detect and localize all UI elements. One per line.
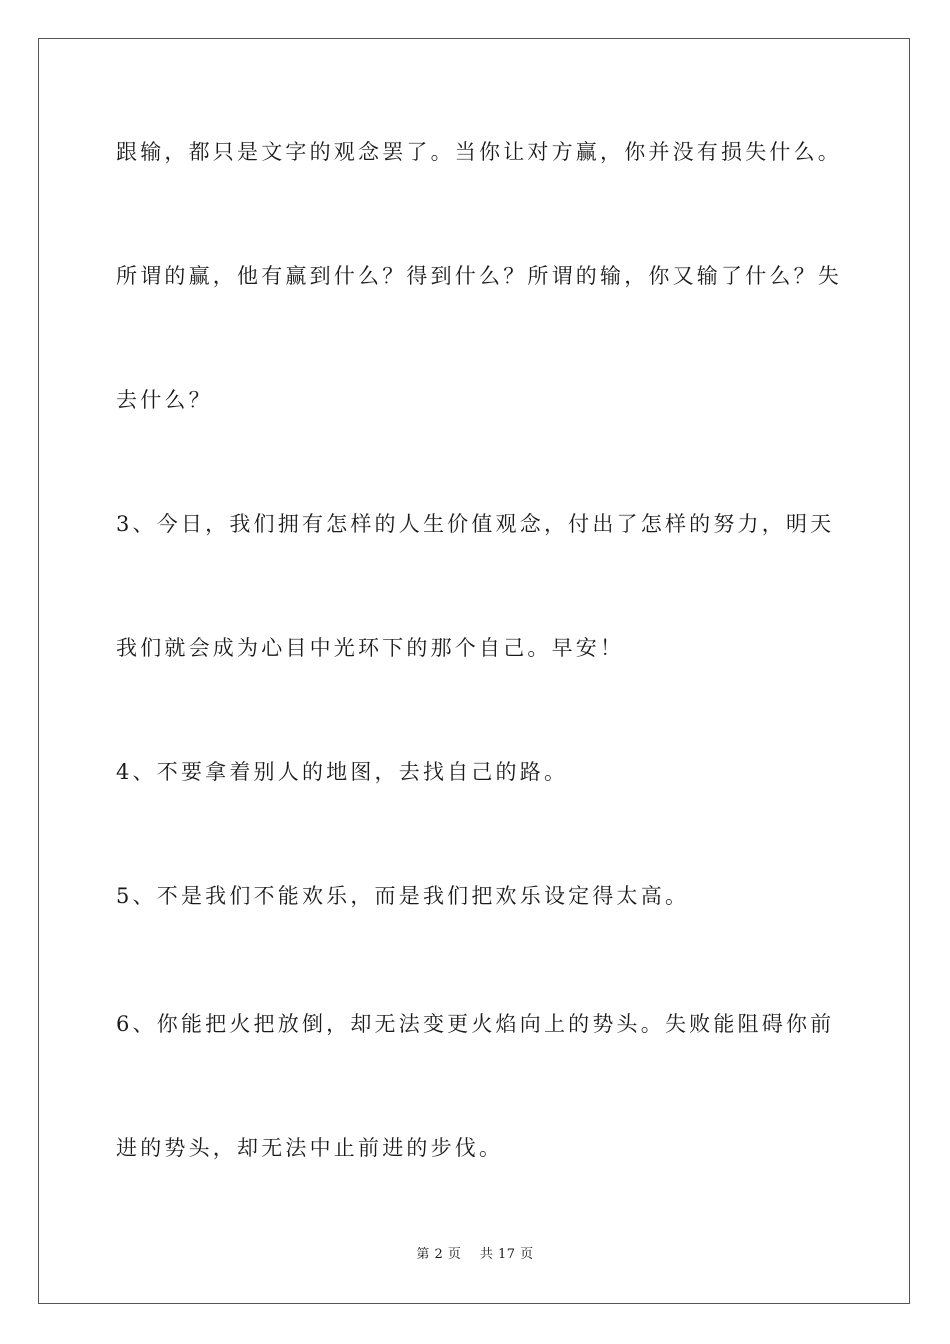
text-line: 进的势头，却无法中止前进的步伐。 [116,1136,504,1160]
text-line: 我们就会成为心目中光环下的那个自己。早安！ [116,636,625,660]
text-line: 6、你能把火把放倒，却无法变更火焰向上的势头。失败能阻碍你前 [116,1012,835,1036]
text-line: 所谓的赢，他有赢到什么？得到什么？所谓的输，你又输了什么？失 [116,264,842,288]
page-frame [38,38,910,1304]
text-line: 跟输，都只是文字的观念罢了。当你让对方赢，你并没有损失什么。 [116,140,842,164]
page-number: 第 2 页 共 17 页 [416,1247,534,1262]
text-line: 去什么？ [116,388,213,412]
text-line: 5、不是我们不能欢乐，而是我们把欢乐设定得太高。 [116,884,690,908]
text-line: 3、今日，我们拥有怎样的人生价值观念，付出了怎样的努力，明天 [116,512,835,536]
text-line: 4、不要拿着别人的地图，去找自己的路。 [116,760,569,784]
